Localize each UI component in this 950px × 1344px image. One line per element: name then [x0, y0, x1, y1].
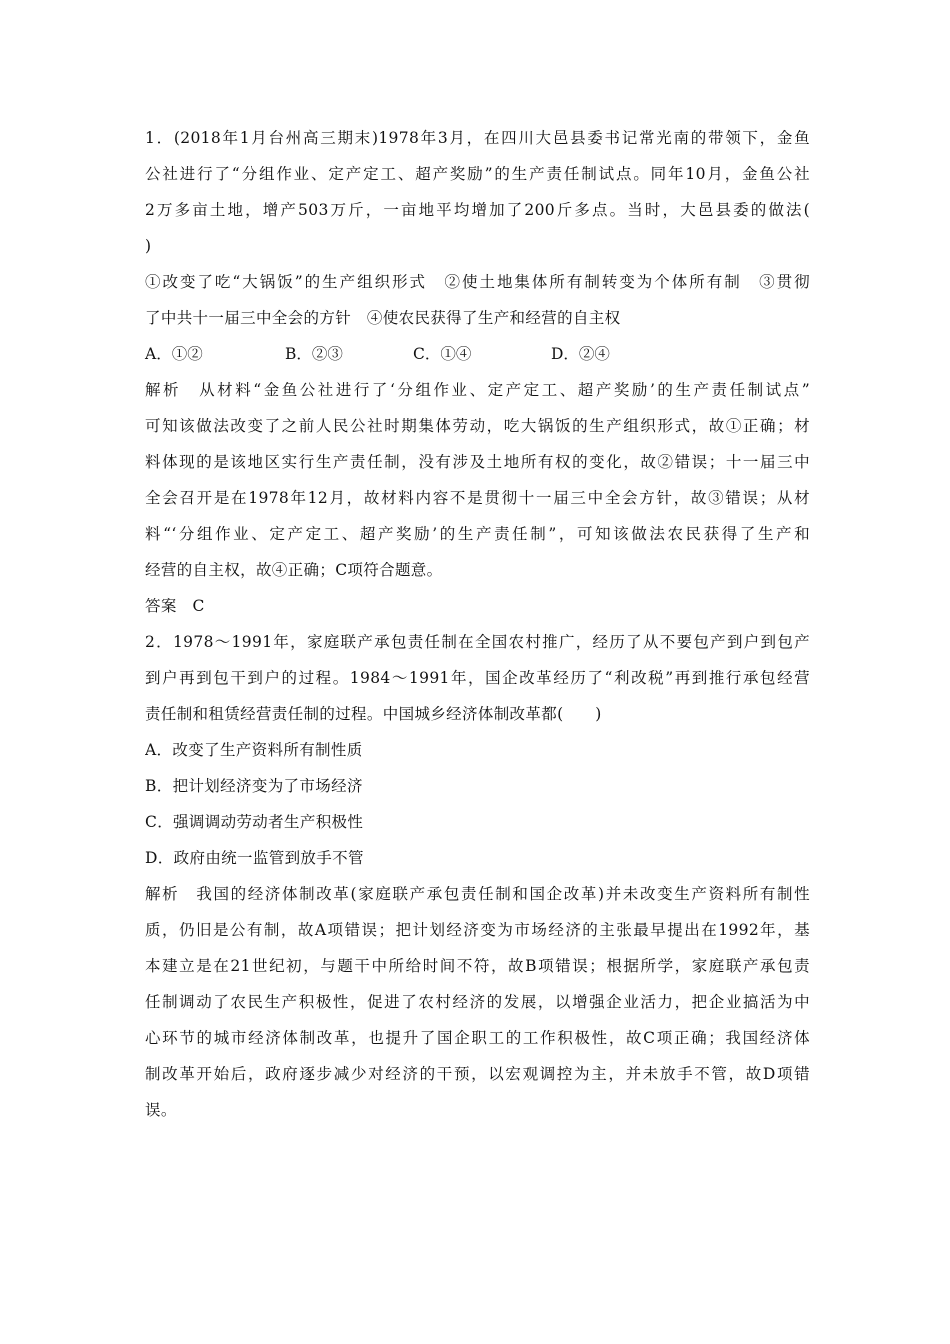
analysis-line: 本建立是在21世纪初，与题干中所给时间不符，故B项错误；根据所学，家庭联产承包责 [145, 957, 810, 975]
question-2-stem-line-1: 2．1978～1991年，家庭联产承包责任制在全国农村推广，经历了从不要包产到户到包产 [145, 633, 810, 651]
question-2-option-d: D．政府由统一监管到放手不管 [145, 849, 364, 867]
question-1-statements-line-2: 了中共十一届三中全会的方针 ④使农民获得了生产和经营的自主权 [145, 309, 621, 327]
document-page [145, 120, 810, 1128]
question-2-option-b: B．把计划经济变为了市场经济 [145, 777, 363, 795]
question-1-option-a: A．①② [145, 345, 203, 363]
analysis-line: 制改革开始后，政府逐步减少对经济的干预，以宏观调控为主，并未放手不管，故D项错 [145, 1065, 810, 1083]
question-2-analysis [145, 876, 810, 1128]
analysis-line: 误。 [145, 1101, 177, 1119]
analysis-line: 可知该做法改变了之前人民公社时期集体劳动，吃大锅饭的生产组织形式，故①正确；材 [145, 417, 810, 435]
question-1-stem-line-4: ) [145, 237, 152, 255]
question-1-stem-line-1: 1．(2018年1月台州高三期末)1978年3月，在四川大邑县委书记常光南的带领下，金鱼 [145, 129, 810, 147]
analysis-line: 解析 从材料“金鱼公社进行了‘分组作业、定产定工、超产奖励’的生产责任制试点” [145, 381, 810, 399]
analysis-line: 解析 我国的经济体制改革(家庭联产承包责任制和国企改革)并未改变生产资料所有制性 [145, 885, 810, 903]
question-2-stem-line-2: 到户再到包干到户的过程。1984～1991年，国企改革经历了“利改税”再到推行承包经营 [145, 669, 810, 687]
analysis-line: 经营的自主权，故④正确；C项符合题意。 [145, 561, 443, 579]
question-2-option-a: A．改变了生产资料所有制性质 [145, 741, 363, 759]
question-2 [145, 624, 810, 1128]
analysis-line: 料体现的是该地区实行生产责任制，没有涉及土地所有权的变化，故②错误；十一届三中 [145, 453, 810, 471]
question-1-option-b: B．②③ [285, 345, 343, 363]
question-1-statements-line-1: ①改变了吃“大锅饭”的生产组织形式 ②使土地集体所有制转变为个体所有制 ③贯彻 [145, 273, 810, 291]
question-1-stem-line-3: 2万多亩土地，增产503万斤，一亩地平均增加了200斤多点。当时，大邑县委的做法( [145, 201, 810, 219]
question-1-options [145, 336, 810, 372]
analysis-line: 心环节的城市经济体制改革，也提升了国企职工的工作积极性，故C项正确；我国经济体 [145, 1029, 810, 1047]
analysis-line: 料“‘分组作业、定产定工、超产奖励’的生产责任制”，可知该做法农民获得了生产和 [145, 525, 810, 543]
question-1-stem-line-2: 公社进行了“分组作业、定产定工、超产奖励”的生产责任制试点。同年10月，金鱼公社 [145, 165, 810, 183]
question-1-analysis [145, 372, 810, 588]
question-1-option-d: D．②④ [551, 345, 610, 363]
question-1-option-c: C．①④ [413, 345, 472, 363]
question-2-stem-line-3: 责任制和租赁经营责任制的过程。中国城乡经济体制改革都( ) [145, 705, 602, 723]
question-2-option-c: C．强调调动劳动者生产积极性 [145, 813, 364, 831]
question-1 [145, 120, 810, 624]
question-1-answer: 答案 C [145, 597, 205, 615]
analysis-line: 质，仍旧是公有制，故A项错误；把计划经济变为市场经济的主张最早提出在1992年，基 [145, 921, 810, 939]
analysis-line: 全会召开是在1978年12月，故材料内容不是贯彻十一届三中全会方针，故③错误；从材 [145, 489, 810, 507]
analysis-line: 任制调动了农民生产积极性，促进了农村经济的发展，以增强企业活力，把企业搞活为中 [145, 993, 810, 1011]
